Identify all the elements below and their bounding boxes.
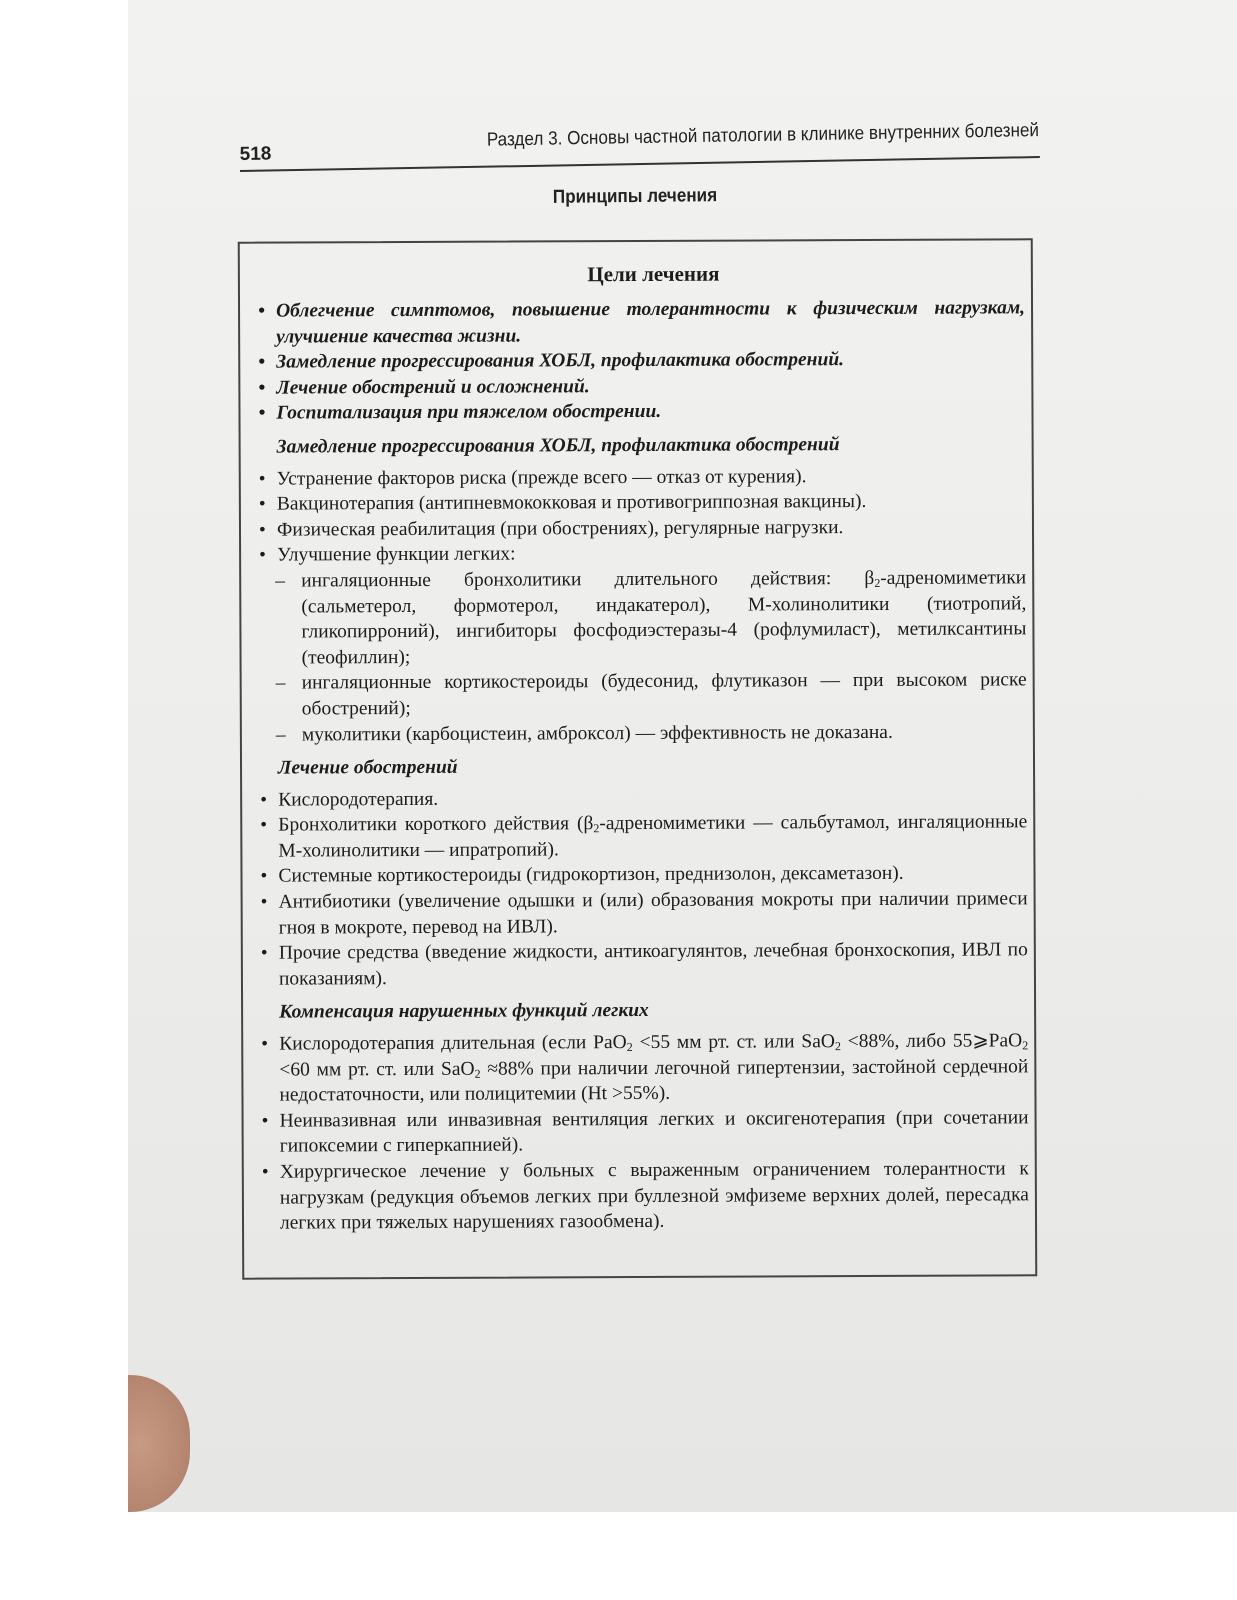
text-run: <88%, либо 55⩾PaO bbox=[840, 1030, 1023, 1053]
subscript: 2 bbox=[1022, 1038, 1029, 1053]
text-run: Кислородотерапия длительная (если PaO bbox=[279, 1032, 627, 1055]
list-item: • Кислородотерапия. bbox=[254, 784, 1027, 813]
list-item: • Антибиотики (увеличение одышки и (или) образования мокроты при наличии примеси гноя в мокроте, перевод на ИВЛ). bbox=[255, 886, 1028, 941]
sub-item-bronchodilators bbox=[253, 565, 1026, 671]
text-run: ≈88% при наличии легочной гипертензии, застойной сердечной недостаточности, или полицитемии (Ht >55%). bbox=[279, 1055, 1029, 1106]
text-run: -адреномиметики (сальметерол, формотерол, индакатерол), М-холинолитики (тиотропий, гликопирроний), ингибиторы фосфодиэстеразы-4 (рофлумиласт), метилксантины (теофиллин); bbox=[301, 567, 1027, 669]
goal-item: • Замедление прогрессирования ХОБЛ, профилактика обострений. bbox=[252, 346, 1025, 375]
goal-item: • Лечение обострений и осложнений. bbox=[252, 372, 1025, 401]
list-item: • Устранение факторов риска (прежде всего — отказ от курения). bbox=[253, 463, 1026, 492]
section-title: Принципы лечения bbox=[552, 185, 718, 208]
box-title: Цели лечения bbox=[587, 261, 720, 287]
subscript: 2 bbox=[874, 575, 881, 590]
text-run: Бронхолитики короткого действия (β bbox=[278, 813, 594, 836]
goals-list bbox=[252, 295, 1026, 426]
subscript: 2 bbox=[834, 1039, 841, 1054]
treatment-goals-box bbox=[238, 238, 1038, 1279]
list-item: • Физическая реабилитация (при обострениях), регулярные нагрузки. bbox=[253, 514, 1026, 543]
goal-item: • Госпитализация при тяжелом обострении. bbox=[252, 398, 1025, 427]
list-item: • Улучшение функции легких: bbox=[253, 540, 1026, 569]
progression-list bbox=[253, 463, 1027, 748]
subheading-compensation: Компенсация нарушенных функций легких bbox=[279, 1000, 649, 1024]
list-item bbox=[255, 1028, 1028, 1108]
subscript: 2 bbox=[593, 821, 600, 836]
exacerbations-list bbox=[254, 784, 1028, 992]
list-item: • Вакцинотерапия (антипневмококковая и противогриппозная вакцины). bbox=[253, 488, 1026, 517]
list-item bbox=[254, 810, 1027, 865]
running-title: Раздел 3. Основы частной патологии в клинике внутренних болезней bbox=[487, 120, 1040, 151]
goal-item: • Облегчение симптомов, повышение толерантности к физическим нагрузкам, улучшение качества жизни. bbox=[252, 295, 1025, 350]
list-item: • Неинвазивная или инвазивная вентиляция легких и оксигенотерапия (при сочетании гипоксемии с гиперкапнией). bbox=[256, 1105, 1029, 1160]
page-number: 518 bbox=[239, 143, 272, 166]
subscript: 2 bbox=[474, 1066, 481, 1081]
list-item: • Системные кортикостероиды (гидрокортизон, преднизолон, дексаметазон). bbox=[254, 861, 1027, 890]
subscript: 2 bbox=[626, 1040, 633, 1055]
text-run: -адреномиметики — сальбутамол, ингаляционные М-холинолитики — ипратропий). bbox=[278, 811, 1028, 862]
text-run: <60 мм рт. ст. или SaO bbox=[279, 1058, 475, 1081]
list-item: • Прочие средства (введение жидкости, антикоагулянтов, лечебная бронхоскопия, ИВЛ по показаниям). bbox=[255, 938, 1028, 993]
text-run: <55 мм рт. ст. или SaO bbox=[632, 1031, 835, 1054]
subheading-exacerbations: Лечение обострений bbox=[277, 756, 458, 779]
subheading-progression: Замедление прогрессирования ХОБЛ, профилактика обострений bbox=[276, 434, 840, 458]
compensation-list bbox=[255, 1028, 1029, 1236]
sub-item-mucolytics: – муколитики (карбоцистеин, амброксол) — эффективность не доказана. bbox=[254, 719, 1027, 748]
text-run: ингаляционные бронхолитики длительного действия: β bbox=[301, 567, 875, 592]
sub-item-corticosteroids: – ингаляционные кортикостероиды (будесонид, флутиказон — при высоком риске обострений); bbox=[254, 668, 1027, 723]
list-item: • Хирургическое лечение у больных с выраженным ограничением толерантности к нагрузкам (редукция объемов легких при буллезной эмфиземе верхних долей, пересадка легких при тяжелых нарушениях газообмена). bbox=[256, 1156, 1029, 1236]
